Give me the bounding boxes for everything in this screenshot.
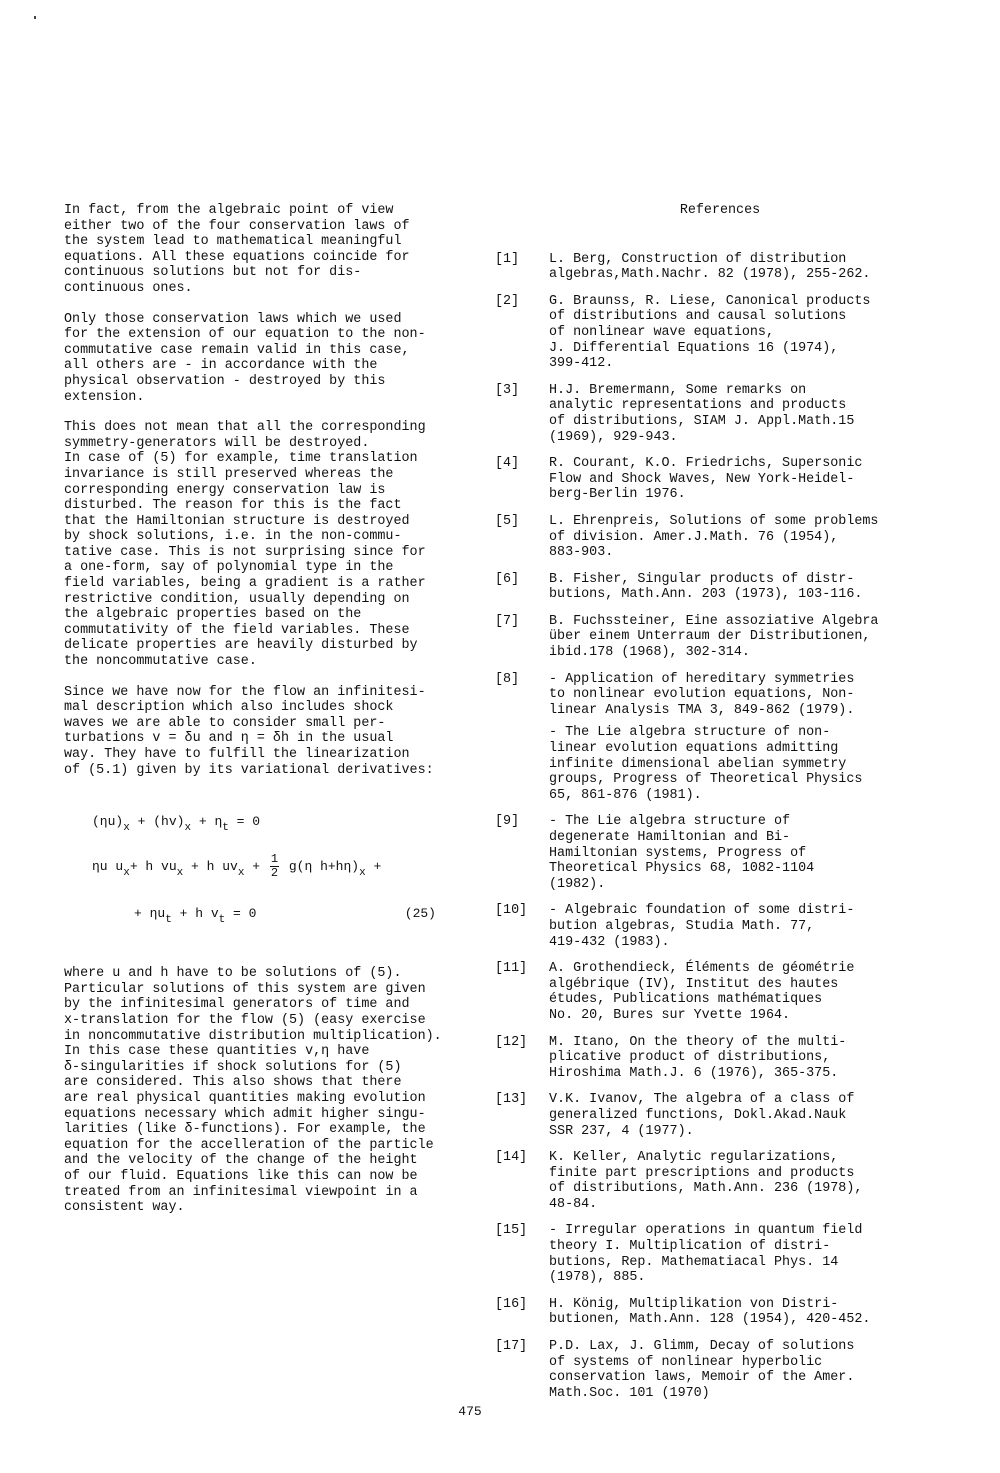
paragraph: Since we have now for the flow an infinitesi- mal description which also includes shock waves we are able to consider small per- turbations v = δu and η = δh in the usual way. They have to fulfill the linearization of (5.1) given by its variational derivatives:	[64, 684, 434, 778]
fraction-one-half: $\frac{1}{2}$	[270, 852, 279, 881]
left-column	[64, 203, 474, 1231]
reference-item	[495, 903, 925, 950]
reference-number: [17]	[495, 1339, 528, 1355]
reference-item	[495, 1297, 925, 1328]
reference-text: K. Keller, Analytic regularizations, finite part prescriptions and products of distributions, Math.Ann. 236 (1978), 48-84.	[549, 1150, 863, 1212]
reference-number: [4]	[495, 456, 520, 472]
reference-number: [3]	[495, 382, 520, 398]
reference-number: [15]	[495, 1223, 528, 1239]
reference-item	[495, 961, 925, 1023]
reference-number: [5]	[495, 513, 520, 529]
paragraph: This does not mean that all the corresponding symmetry-generators will be destroyed. In case of (5) for example, time translation invariance is still preserved whereas the corresponding energy conservation law is disturbed. The reason for this is the fact that the Hamiltonian structure is destroyed by shock solutions, i.e. in the non-commu- tative case. This is not surprising since for a one-form, say of polynomial type in the field variables, being a gradient is a rather restrictive condition, usually depending on the algebraic properties based on the commutativity of the field variables. These delicate properties are heavily disturbed by the noncommutative case.	[64, 420, 426, 670]
reference-text: H.J. Bremermann, Some remarks on analytic representations and products of distributions, SIAM J. Appl.Math.15 (1969), 929-943.	[549, 382, 855, 445]
reference-item	[495, 672, 925, 719]
reference-text: - Irregular operations in quantum field theory I. Multiplication of distri- butions, Rep. Mathematiacal Phys. 14 (1978), 885.	[549, 1223, 863, 1286]
reference-number: [12]	[495, 1034, 528, 1050]
reference-text: R. Courant, K.O. Friedrichs, Supersonic Flow and Shock Waves, New York-Heidel- berg-Berlin 1976.	[549, 456, 863, 503]
reference-text: - Algebraic foundation of some distri- bution algebras, Studia Math. 77, 419-432 (1983).	[549, 903, 855, 950]
references-heading: References	[679, 203, 761, 218]
equation-momentum-continued: + $\eta u_t + h$ $v_t = 0$	[134, 906, 257, 927]
reference-list	[495, 252, 925, 1402]
reference-item	[495, 1339, 925, 1401]
reference-number: [16]	[495, 1296, 528, 1312]
reference-text: A. Grothendieck, Éléments de géométrie algébrique (IV), Institut des hautes études, Publications mathématiques No. 20, Bures sur Yvette 1964.	[549, 961, 855, 1023]
equation-number: (25)	[404, 906, 436, 922]
reference-number: [13]	[495, 1092, 528, 1108]
reference-text: L. Ehrenpreis, Solutions of some problems of division. Amer.J.Math. 76 (1954), 883-903.	[549, 513, 879, 561]
paragraph: In fact, from the algebraic point of view either two of the four conservation laws of the system lead to mathematical meaningful equations. All these equations coincide for continuous solutions but not for dis- continuous ones.	[64, 203, 410, 296]
reference-item	[495, 252, 925, 283]
reference-item	[495, 383, 925, 445]
reference-text: - Application of hereditary symmetries to nonlinear evolution equations, Non- linear Analysis TMA 3, 849-862 (1979).	[549, 671, 855, 718]
reference-number: [1]	[495, 251, 520, 267]
paragraph: where u and h have to be solutions of (5). Particular solutions of this system are given by the infinitesimal generators of time and x-translation for the flow (5) (easy exercise in noncommutative distribution multiplication). In this case these quantities v,η have δ-singularities if shock solutions for (5) are considered. This also shows that there are real physical quantities making evolution equations necessary which admit higher singu- larities (like δ-functions). For example, the equation for the accelleration of the particle and the velocity of the change of the height of our fluid. Equations like this can now be treated from an infinitesimal viewpoint in a consistent way.	[64, 966, 442, 1216]
reference-item	[495, 614, 925, 661]
equation-momentum: ηu $u_x+ h$ $vu_x + h$ $uv_x$ + $\frac{1}{2}$ g(η $h+h\eta)_x$ +	[92, 852, 382, 881]
reference-number: [14]	[495, 1150, 528, 1166]
reference-item	[495, 1035, 925, 1082]
reference-text: M. Itano, On the theory of the multi- plicative product of distributions, Hiroshima Math.J. 6 (1976), 365-375.	[549, 1034, 847, 1081]
reference-text: P.D. Lax, J. Glimm, Decay of solutions of systems of nonlinear hyperbolic conservation laws, Memoir of the Amer. Math.Soc. 101 (1970)	[549, 1339, 855, 1401]
reference-text: B. Fuchssteiner, Eine assoziative Algebra über einem Unterraum der Distributionen, ibid.178 (1968), 302-314.	[549, 613, 879, 661]
reference-item	[495, 572, 925, 603]
reference-item	[495, 1223, 925, 1285]
paragraph: Only those conservation laws which we used for the extension of our equation to the non- commutative case remain valid in this case, all others are - in accordance with the physical observation - destroyed by this extension.	[64, 311, 426, 405]
reference-text: - The Lie algebra structure of degenerate Hamiltonian and Bi- Hamiltonian systems, Progress of Theoretical Physics 68, 1082-1104 (1982).	[549, 814, 815, 892]
reference-text: V.K. Ivanov, The algebra of a class of generalized functions, Dokl.Akad.Nauk SSR 237, 4 (1977).	[549, 1092, 855, 1139]
reference-text: H. König, Multiplikation von Distri- butionen, Math.Ann. 128 (1954), 420-452.	[549, 1296, 871, 1328]
page-number: 475	[458, 1404, 482, 1419]
reference-item	[495, 1092, 925, 1139]
reference-text: - The Lie algebra structure of non- linear evolution equations admitting infinite dimensional abelian symmetry groups, Progress of Theoretical Physics 65, 861-876 (1981).	[549, 725, 863, 803]
reference-number: [2]	[495, 293, 520, 309]
reference-number: [6]	[495, 571, 520, 587]
reference-number: [8]	[495, 671, 520, 687]
reference-text: G. Braunss, R. Liese, Canonical products of distributions and causal solutions of nonlinear wave equations, J. Differential Equations 16 (1974), 399-412.	[549, 293, 871, 372]
equation-continuity: $(\eta u)_x + (hv)_x + \eta_t = 0$	[92, 814, 261, 835]
references-section	[495, 203, 925, 1412]
reference-text: L. Berg, Construction of distribution algebras,Math.Nachr. 82 (1978), 255-262.	[549, 251, 871, 283]
reference-item	[495, 294, 925, 372]
reference-number: [7]	[495, 613, 520, 629]
reference-text: B. Fisher, Singular products of distr- butions, Math.Ann. 203 (1973), 103-116.	[549, 571, 863, 603]
reference-item	[495, 514, 925, 561]
reference-item	[495, 725, 925, 803]
reference-item	[495, 1150, 925, 1212]
reference-item	[495, 456, 925, 503]
reference-item	[495, 814, 925, 892]
scan-speck	[34, 16, 36, 19]
reference-number: [10]	[495, 903, 528, 919]
equation-block	[64, 798, 474, 948]
reference-number: [11]	[495, 961, 528, 977]
reference-number: [9]	[495, 814, 520, 830]
